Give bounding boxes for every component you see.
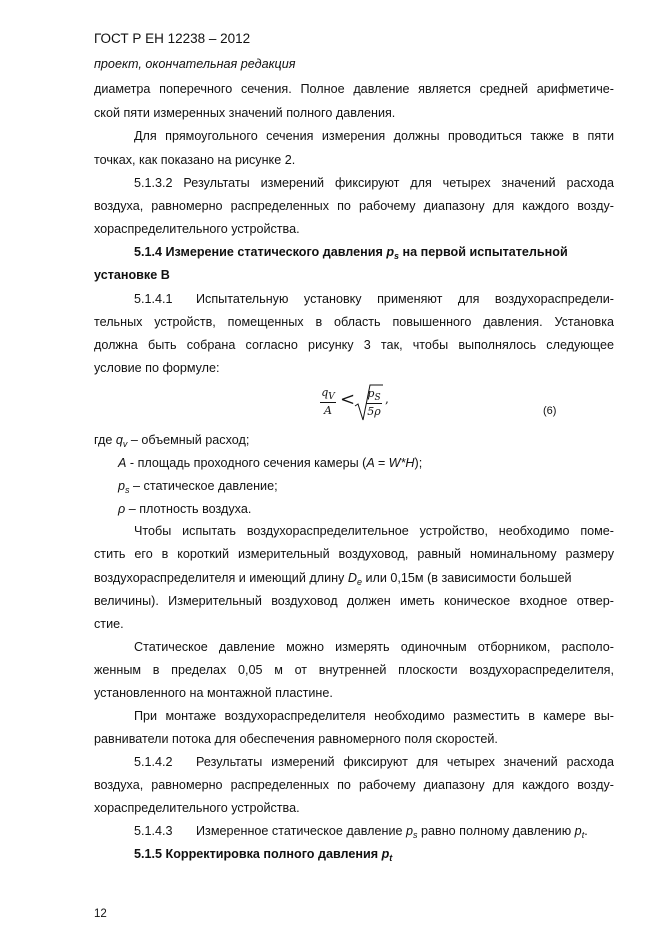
fraction-bar <box>366 403 382 404</box>
heading-text: 5.1.4 Измерение статического давления <box>134 245 383 259</box>
paragraph-line: величины). Измерительный воздуховод должен иметь коническое входное отвер- <box>94 594 614 608</box>
section-heading-5-1-5: 5.1.5 Корректировка полного давления $p_t$ <box>134 847 393 863</box>
formula-6 <box>318 384 408 428</box>
paragraph-line: воздуха, равномерно распределенных по рабочему диапазону для каждого возду- <box>94 199 614 213</box>
paragraph-line: должна быть собрана согласно рисунку 3 так, чтобы выполнялось следующее <box>94 338 614 352</box>
formula-comma: , <box>385 392 389 406</box>
document-header-standard: ГОСТ Р ЕН 12238 – 2012 <box>94 31 251 46</box>
less-than-sign: < <box>340 389 356 410</box>
paragraph-line: Статическое давление можно измерять одиночным отборником, располо- <box>134 640 614 654</box>
paragraph-line: стить его в короткий измерительный воздуховод, равный номинальному размеру <box>94 547 614 561</box>
where-line-ps: $p_s$ – статическое давление; <box>118 479 278 495</box>
paragraph-line: Измеренное статическое давление $p_s$ равно полному давлению $p_t$. <box>196 824 588 840</box>
paragraph-line: тельных устройств, помещенных в область повышенного давления. Установка <box>94 315 614 329</box>
paragraph-line: Испытательную установку применяют для воздухораспредели- <box>196 292 614 306</box>
paragraph-line: установленного на монтажной пластине. <box>94 686 333 700</box>
heading-symbol-subscript: s <box>394 251 400 261</box>
section-heading-5-1-4-cont: установке В <box>94 268 170 282</box>
paragraph-line: Результаты измерений фиксируют для четырех значений расхода <box>196 755 614 769</box>
clause-number: 5.1.4.1 <box>134 292 173 306</box>
paragraph-line: 5.1.3.2 Результаты измерений фиксируют для четырех значений расхода <box>134 176 614 190</box>
clause-number: 5.1.4.2 <box>134 755 173 769</box>
formula-number: (6) <box>543 405 557 417</box>
formula-numerator-left: $q_V$ <box>321 386 335 402</box>
formula-denominator-right: 5ρ <box>367 405 381 418</box>
document-edition-note: проект, окончательная редакция <box>94 57 296 71</box>
paragraph-line: хораспределительного устройства. <box>94 222 300 236</box>
paragraph-line: хораспределительного устройства. <box>94 801 300 815</box>
formula-numerator-right: $p_S$ <box>367 387 381 403</box>
where-line-rho: ρ – плотность воздуха. <box>118 502 252 516</box>
paragraph-line: воздуха, равномерно распределенных по рабочему диапазону для каждого возду- <box>94 778 614 792</box>
paragraph-line: точках, как показано на рисунке 2. <box>94 153 296 167</box>
paragraph-line: ской пяти измеренных значений полного давления. <box>94 106 396 120</box>
paragraph-line: условие по формуле: <box>94 361 220 375</box>
paragraph-line: воздухораспределителя и имеющий длину $D_e$ или 0,15м (в зависимости большей <box>94 571 572 587</box>
page-number: 12 <box>94 908 107 920</box>
paragraph-line: При монтаже воздухораспределителя необходимо разместить в камере вы- <box>134 709 614 723</box>
paragraph-line: стие. <box>94 617 124 631</box>
heading-symbol: p <box>386 245 395 259</box>
paragraph-line: Чтобы испытать воздухораспределительное устройство, необходимо поме- <box>134 524 614 538</box>
where-line-area: A - площадь проходного сечения камеры (A = W*H); <box>118 456 423 470</box>
formula-denominator-left: A <box>324 404 332 417</box>
paragraph-line: равниватели потока для обеспечения равномерного поля скоростей. <box>94 732 498 746</box>
fraction-bar <box>320 402 336 403</box>
where-line-qv: где $q_v$ – объемный расход; <box>94 433 250 449</box>
section-heading-5-1-4 <box>134 244 568 264</box>
paragraph-line: женным в пределах 0,05 м от внутренней плоскости воздухораспределителя, <box>94 663 614 677</box>
paragraph-line: Для прямоугольного сечения измерения должны проводиться также в пяти <box>134 129 614 143</box>
paragraph-line: диаметра поперечного сечения. Полное давление является средней арифметиче- <box>94 82 614 96</box>
heading-text: на первой испытательной <box>402 245 568 259</box>
clause-number: 5.1.4.3 <box>134 824 173 838</box>
